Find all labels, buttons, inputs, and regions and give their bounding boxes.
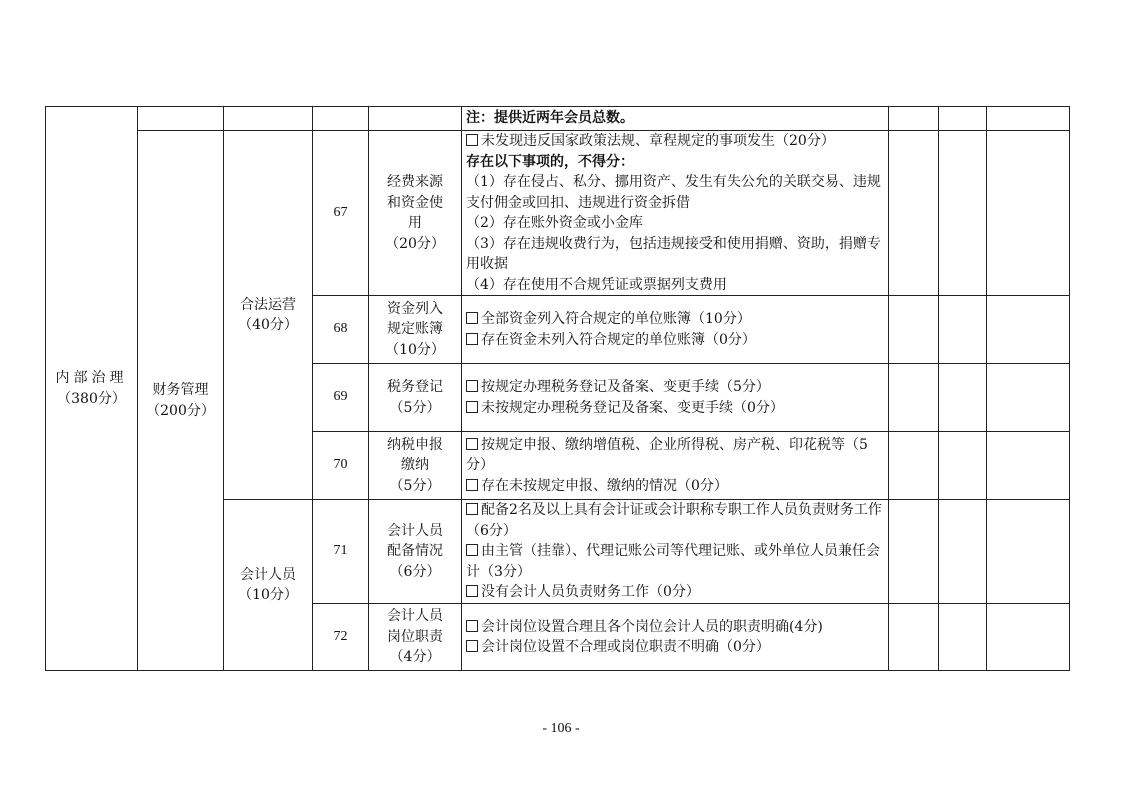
table-row (46, 107, 1070, 131)
score-cell (939, 432, 987, 500)
detail-cell (462, 604, 889, 671)
group-legal-score: （40分） (238, 317, 298, 333)
detail-line: 会计岗位设置合理且各个岗位会计人员的职责明确(4分) (466, 617, 884, 638)
score-cell (939, 131, 987, 296)
detail-cell (462, 364, 889, 432)
detail-line: 存在未按规定申报、缴纳的情况（0分） (466, 476, 884, 497)
checkbox-icon (466, 544, 478, 556)
item-name-line: 规定账簿 (387, 321, 443, 338)
score-cell (889, 296, 939, 364)
empty-cell (224, 107, 313, 131)
item-name-line: 经费来源 (387, 174, 443, 190)
item-number: 68 (313, 296, 369, 364)
item-score-line: （20分） (385, 235, 445, 252)
checkbox-icon (466, 134, 478, 146)
detail-line: 存在以下事项的，不得分： (466, 153, 634, 170)
item-name-line: 用 (408, 215, 422, 231)
item-score-line: （5分） (389, 477, 441, 494)
detail-cell (462, 131, 889, 296)
detail-line: 没有会计人员负责财务工作（0分） (466, 582, 884, 603)
group-acct-name: 会计人员 (240, 566, 296, 583)
item-name-line: 会计人员 (387, 522, 443, 539)
detail-line: 按规定申报、缴纳增值税、企业所得税、房产税、印花税等（5分） (466, 436, 868, 474)
group-acct-score: （10分） (238, 587, 298, 603)
remark-cell (987, 432, 1070, 500)
level1-cell (46, 107, 138, 671)
detail-line: 按规定办理税务登记及备案、变更手续（5分） (466, 377, 884, 398)
item-name-line: 和资金使 (387, 194, 443, 211)
score-cell (939, 107, 987, 131)
checkbox-icon (466, 479, 478, 491)
score-cell (889, 604, 939, 671)
checkbox-icon (466, 401, 478, 413)
item-name-line: 岗位职责 (387, 628, 443, 645)
detail-line: 由主管（挂靠）、代理记账公司等代理记账、或外单位人员兼任会计（3分） (466, 543, 880, 580)
checkbox-icon (466, 640, 478, 652)
score-cell (889, 107, 939, 131)
checkbox-icon (466, 438, 478, 450)
empty-cell (138, 107, 224, 131)
group-acct-cell (224, 500, 313, 671)
remark-cell (987, 604, 1070, 671)
item-number: 70 (313, 432, 369, 500)
item-score-line: （5分） (389, 399, 441, 416)
group-legal-name: 合法运营 (240, 296, 296, 313)
item-name-line: 会计人员 (387, 608, 443, 625)
group-legal-cell (224, 131, 313, 500)
remark-cell (987, 364, 1070, 432)
level2-score: （200分） (146, 402, 215, 419)
score-cell (939, 364, 987, 432)
checkbox-icon (466, 333, 478, 345)
item-score-line: （10分） (385, 341, 445, 358)
item-name-line: 纳税申报 (387, 436, 443, 453)
remark-cell (987, 107, 1070, 131)
detail-line: 未发现违反国家政策法规、章程规定的事项发生（20分） (466, 131, 884, 152)
remark-cell (987, 296, 1070, 364)
detail-line: 会计岗位设置不合理或岗位职责不明确（0分） (466, 637, 884, 658)
item-name-cell (369, 296, 462, 364)
detail-line: （1）存在侵占、私分、挪用资产、发生有失公允的关联交易、违规支付佣金或回扣、违规进行资金拆借 (466, 174, 881, 211)
checkbox-icon (466, 620, 478, 632)
item-name-cell (369, 131, 462, 296)
item-name-cell (369, 364, 462, 432)
score-cell (889, 432, 939, 500)
level1-name: 内部治理 (55, 370, 128, 386)
checkbox-icon (466, 380, 478, 392)
item-number: 67 (313, 131, 369, 296)
item-name-line: 资金列入 (387, 300, 443, 317)
page-number: - 106 - (542, 721, 580, 736)
score-cell (889, 500, 939, 604)
checkbox-icon (466, 503, 478, 515)
remark-cell (987, 131, 1070, 296)
score-cell (889, 131, 939, 296)
item-name-line: 税务登记 (387, 379, 443, 395)
level2-name: 财务管理 (152, 382, 209, 398)
detail-line: （4）存在使用不合规凭证或票据列支费用 (466, 276, 727, 293)
detail-cell (462, 432, 889, 500)
detail-line: （3）存在违规收费行为，包括违规接受和使用捐赠、资助，捐赠专用收据 (466, 235, 881, 272)
score-cell (889, 364, 939, 432)
score-cell (939, 604, 987, 671)
score-cell (939, 296, 987, 364)
detail-line: 未按规定办理税务登记及备案、变更手续（0分） (466, 398, 884, 419)
note-cell: 注：提供近两年会员总数。 (462, 107, 889, 131)
remark-cell (987, 500, 1070, 604)
detail-line: 配备2名及以上具有会计证或会计职称专职工作人员负责财务工作（6分） (466, 502, 882, 539)
detail-cell (462, 500, 889, 604)
detail-line: 全部资金列入符合规定的单位账簿（10分） (466, 309, 884, 330)
level2-cell (138, 131, 224, 671)
score-cell (939, 500, 987, 604)
item-name-cell (369, 500, 462, 604)
item-name-line: 配备情况 (387, 543, 443, 560)
empty-cell (313, 107, 369, 131)
detail-line: 存在资金未列入符合规定的单位账簿（0分） (466, 330, 884, 351)
empty-cell (369, 107, 462, 131)
checkbox-icon (466, 585, 478, 597)
item-score-line: （4分） (389, 649, 441, 666)
table-row (46, 131, 1070, 296)
item-number: 71 (313, 500, 369, 604)
item-score-line: （6分） (389, 563, 441, 580)
item-name-cell (369, 604, 462, 671)
item-name-cell (369, 432, 462, 500)
level1-score: （380分） (57, 390, 126, 407)
detail-cell (462, 296, 889, 364)
evaluation-table (45, 106, 1070, 671)
detail-line: （2）存在账外资金或小金库 (466, 215, 643, 231)
item-number: 69 (313, 364, 369, 432)
checkbox-icon (466, 312, 478, 324)
item-name-line: 缴纳 (401, 457, 429, 474)
item-number: 72 (313, 604, 369, 671)
